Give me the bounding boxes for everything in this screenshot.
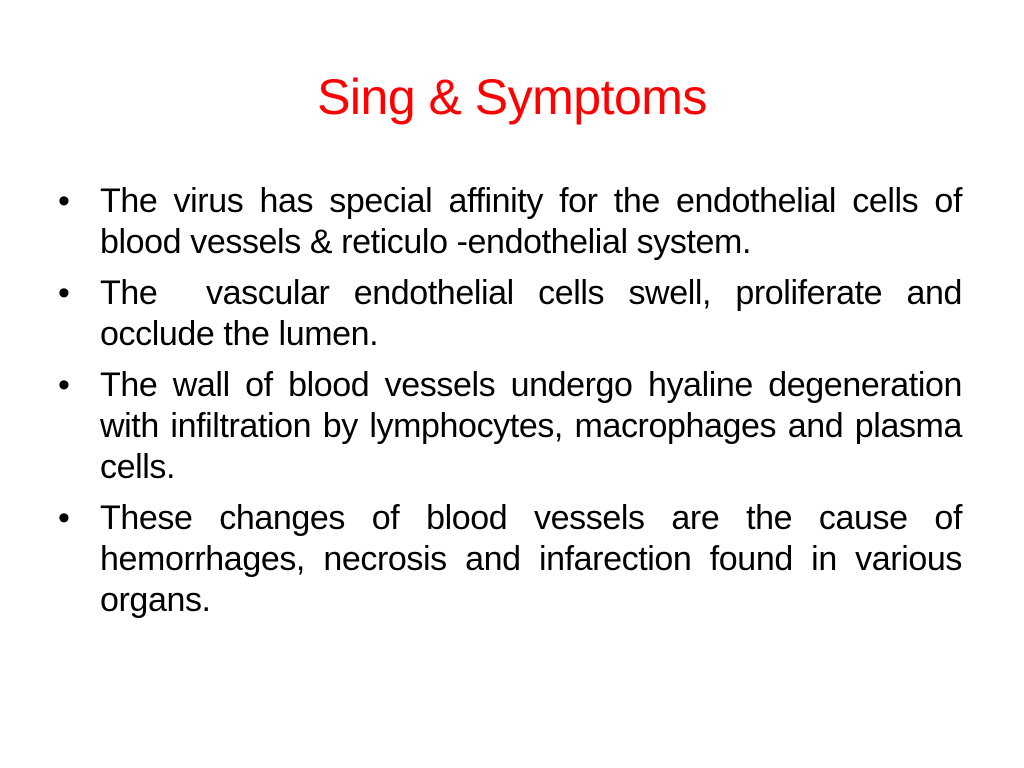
bullet-text: The wall of blood vessels undergo hyaline degeneration with infiltration by lymphocytes, macrophages and plasma cells.: [100, 366, 962, 486]
bullet-text: The virus has special affinity for the endothelial cells of blood vessels & reticulo -endothelial system.: [100, 182, 962, 261]
bullet-text: The vascular endothelial cells swell, proliferate and occlude the lumen.: [100, 274, 972, 353]
bullet-item: [56, 273, 972, 355]
bullet-item: [56, 365, 962, 488]
bullet-text: These changes of blood vessels are the cause of hemorrhages, necrosis and infarection found in various organs.: [100, 499, 962, 619]
bullet-icon: •: [58, 274, 70, 312]
bullet-item: [56, 498, 962, 621]
slide-title: Sing & Symptoms: [317, 69, 707, 125]
bullet-icon: •: [58, 182, 70, 220]
bullet-item: [56, 181, 962, 263]
bullet-list: [56, 181, 972, 631]
bullet-icon: •: [58, 366, 70, 404]
bullet-icon: •: [58, 499, 70, 537]
